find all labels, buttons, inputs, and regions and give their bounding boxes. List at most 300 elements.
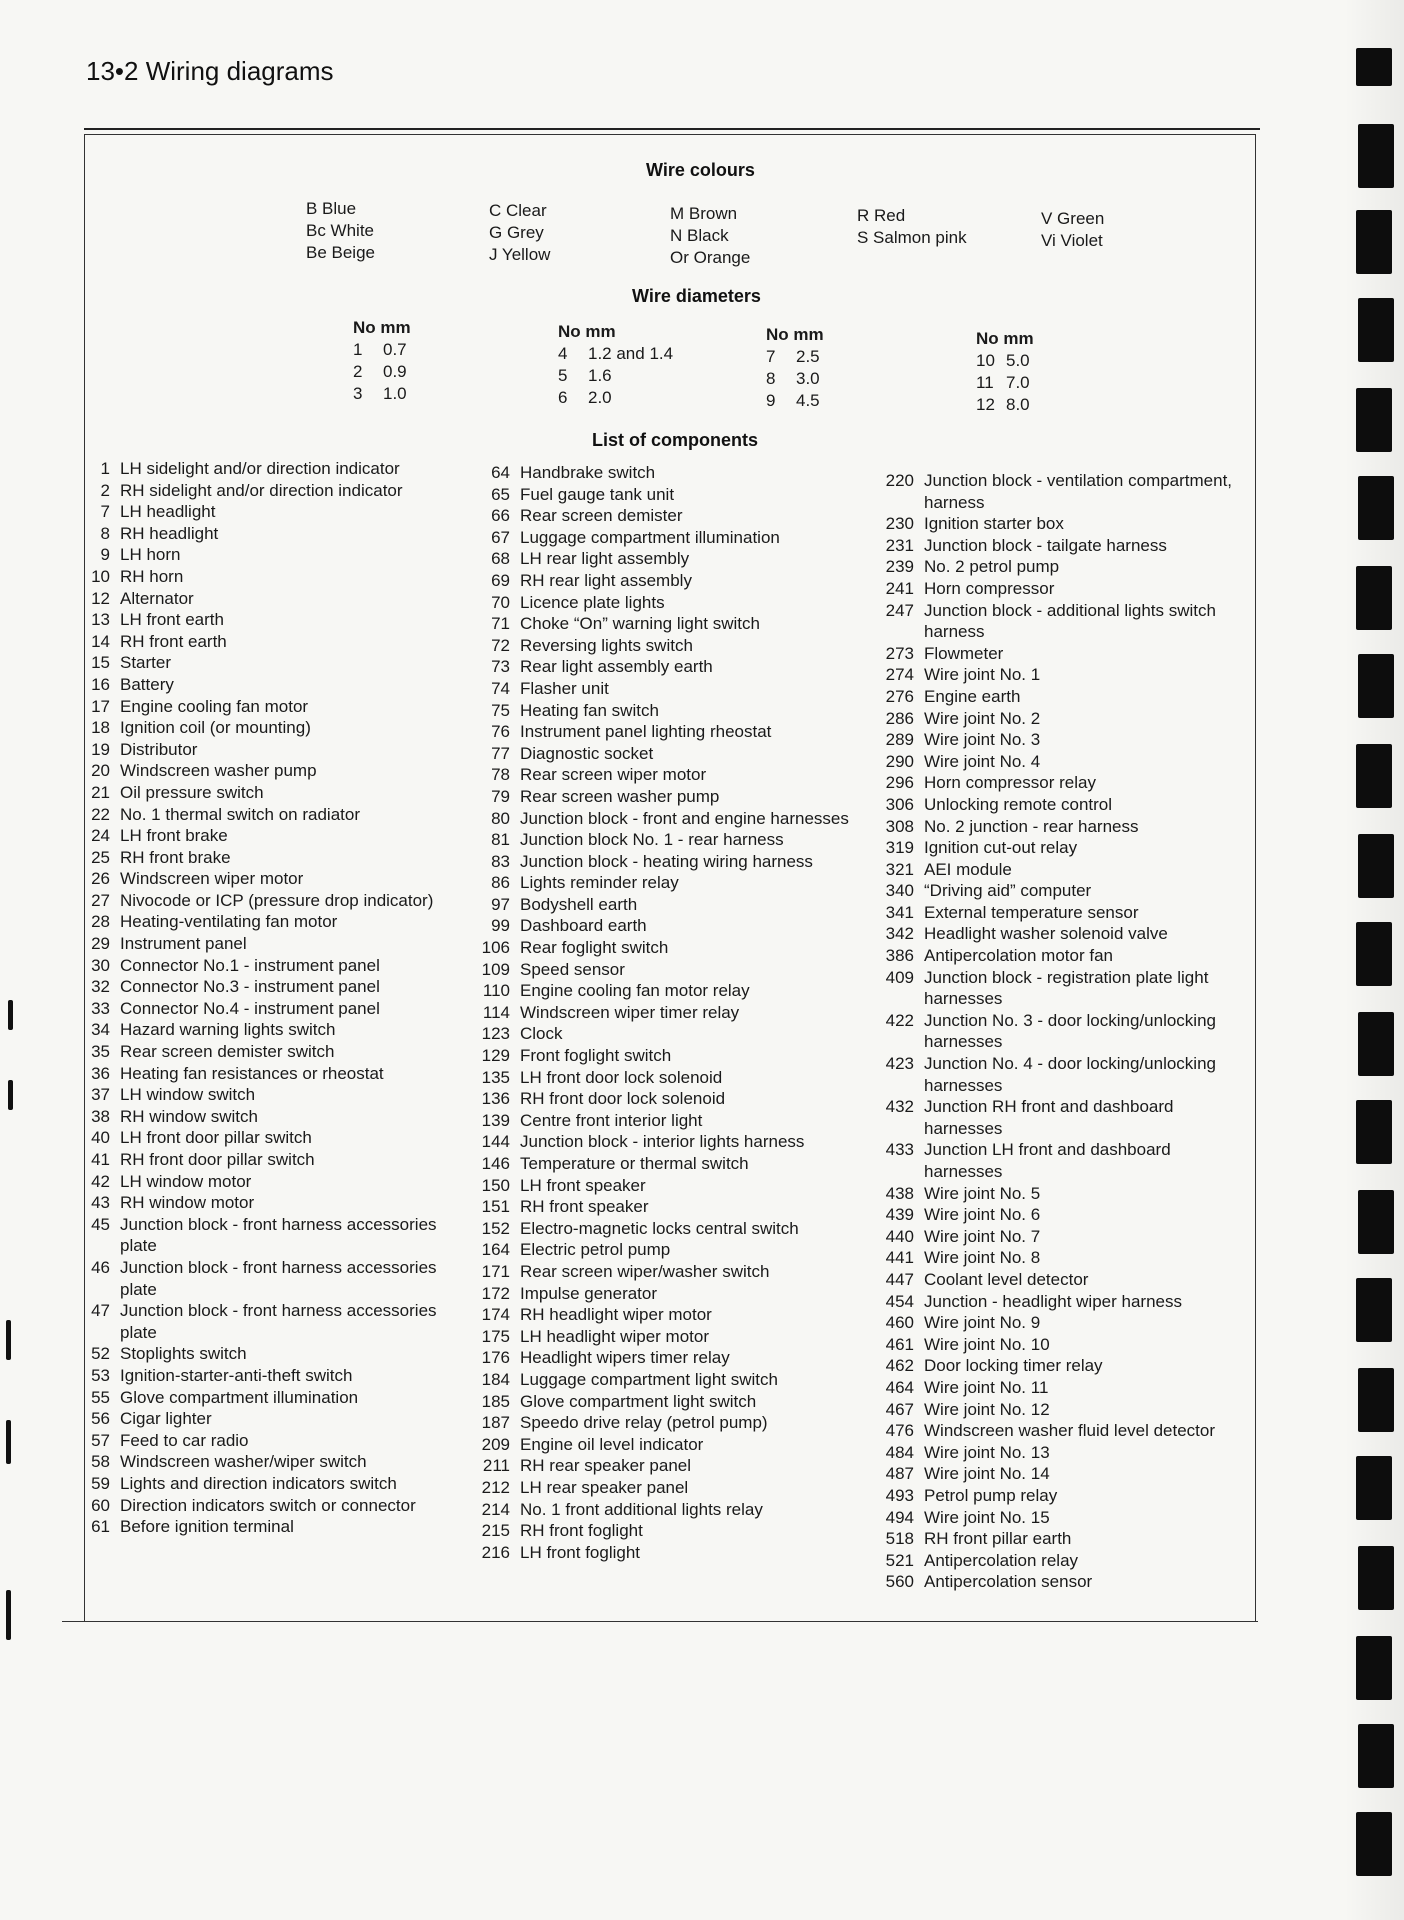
component-item <box>72 1495 472 1517</box>
component-description: Windscreen washer/wiper switch <box>120 1452 367 1472</box>
component-description: Alternator <box>120 588 194 608</box>
component-number: 476 <box>885 1421 914 1441</box>
component-number: 518 <box>885 1529 914 1549</box>
wire-colour-entry: Be Beige <box>306 243 375 262</box>
component-number: 215 <box>481 1521 510 1541</box>
component-item <box>466 1131 866 1153</box>
component-number: 135 <box>481 1067 510 1087</box>
component-description: Antipercolation sensor <box>924 1572 1093 1592</box>
component-description: Lights and direction indicators switch <box>120 1473 397 1493</box>
component-description: Wire joint No. 12 <box>924 1399 1050 1419</box>
diameter-mm: 1.0 <box>383 384 407 403</box>
wire-colours-column <box>489 200 550 266</box>
component-description: Engine cooling fan motor relay <box>520 981 750 1001</box>
component-number: 216 <box>481 1542 510 1562</box>
component-number: 139 <box>481 1110 510 1130</box>
component-number: 187 <box>481 1413 510 1433</box>
component-item <box>868 708 1240 730</box>
diameter-mm: 8.0 <box>1006 395 1030 414</box>
component-item <box>868 1247 1240 1269</box>
components-column-3 <box>868 470 1240 1593</box>
component-description: Rear screen washer pump <box>520 786 720 806</box>
component-number: 12 <box>91 588 110 608</box>
component-number: 18 <box>91 718 110 738</box>
component-number: 55 <box>91 1387 110 1407</box>
component-item <box>868 816 1240 838</box>
component-description: Stoplights switch <box>120 1344 247 1364</box>
component-number: 75 <box>491 700 510 720</box>
component-item <box>466 1283 866 1305</box>
header-rule <box>84 128 1260 130</box>
component-item <box>868 1010 1240 1053</box>
component-item <box>868 880 1240 902</box>
component-description: Flasher unit <box>520 678 609 698</box>
component-description: Junction No. 3 - door locking/unlocking harnesses <box>924 1010 1216 1052</box>
diameter-row <box>976 394 1034 416</box>
component-description: Handbrake switch <box>520 463 656 482</box>
component-number: 30 <box>91 955 110 975</box>
wire-colours-title: Wire colours <box>646 160 755 180</box>
component-item <box>72 1084 472 1106</box>
wire-diameters-column <box>766 324 824 412</box>
component-item <box>466 1023 866 1045</box>
diameter-no: 11 <box>976 373 994 392</box>
component-number: 29 <box>91 934 110 954</box>
diameter-row <box>558 365 673 387</box>
component-description: Wire joint No. 4 <box>924 751 1041 771</box>
component-description: Heating fan resistances or rheostat <box>120 1063 384 1083</box>
component-description: Wire joint No. 10 <box>924 1334 1050 1354</box>
component-item <box>72 631 472 653</box>
diameter-row <box>976 372 1034 394</box>
component-item <box>466 570 866 592</box>
component-description: LH front speaker <box>520 1175 646 1195</box>
component-description: Junction RH front and dashboard harnesses <box>924 1097 1174 1138</box>
component-item <box>868 1399 1240 1421</box>
binder-hole-mark <box>8 1000 13 1030</box>
component-description: Reversing lights switch <box>520 635 693 655</box>
component-description: Petrol pump relay <box>924 1485 1058 1505</box>
diameter-mm: 1.2 and 1.4 <box>588 344 674 363</box>
component-item <box>466 592 866 614</box>
component-number: 69 <box>491 570 510 590</box>
component-description: Heating-ventilating fan motor <box>120 912 338 932</box>
component-number: 26 <box>91 869 110 889</box>
diameter-no: 9 <box>766 391 776 410</box>
component-number: 68 <box>491 549 510 569</box>
component-item <box>868 772 1240 794</box>
wire-colour-entry: G Grey <box>489 223 544 242</box>
component-item <box>72 1019 472 1041</box>
component-item <box>868 664 1240 686</box>
component-item <box>72 1041 472 1063</box>
diameter-header-mm: mm <box>1003 329 1034 348</box>
component-description: No. 1 thermal switch on radiator <box>120 804 360 824</box>
diameter-row <box>353 361 411 383</box>
component-item <box>868 1442 1240 1464</box>
component-description: Ignition starter box <box>924 514 1064 534</box>
component-description: LH front brake <box>120 826 228 846</box>
component-item <box>868 470 1240 513</box>
component-number: 342 <box>885 924 914 944</box>
wire-diameters-column <box>558 321 673 409</box>
component-number: 341 <box>885 902 914 922</box>
component-number: 27 <box>91 890 110 910</box>
component-item <box>868 1312 1240 1334</box>
page-title: 13•2 Wiring diagrams <box>86 56 334 86</box>
component-item <box>466 1347 866 1369</box>
component-description: RH front brake <box>120 847 231 867</box>
component-item <box>868 600 1240 643</box>
component-number: 77 <box>491 743 510 763</box>
component-number: 129 <box>481 1046 510 1066</box>
component-description: Licence plate lights <box>520 592 665 612</box>
component-item <box>466 851 866 873</box>
component-item <box>72 501 472 523</box>
component-number: 61 <box>91 1517 110 1537</box>
component-description: Headlight wipers timer relay <box>520 1348 730 1368</box>
component-item <box>72 868 472 890</box>
component-number: 230 <box>885 514 914 534</box>
page-edge <box>1344 0 1404 1920</box>
wire-colour-entry: B Blue <box>306 199 357 218</box>
component-description: Wire joint No. 1 <box>924 665 1041 685</box>
component-number: 19 <box>91 739 110 759</box>
component-description: No. 2 petrol pump <box>924 557 1060 577</box>
component-item <box>868 923 1240 945</box>
wire-colours-column <box>1041 208 1104 252</box>
component-item <box>466 1520 866 1542</box>
wire-colour-entry: R Red <box>857 206 906 225</box>
component-number: 47 <box>91 1301 110 1321</box>
component-number: 560 <box>885 1572 914 1592</box>
component-item <box>466 1110 866 1132</box>
component-description: Junction block No. 1 - rear harness <box>520 830 784 850</box>
component-number: 184 <box>481 1369 510 1389</box>
diameter-mm: 2.5 <box>796 347 820 366</box>
component-item <box>72 696 472 718</box>
component-description: RH front pillar earth <box>924 1529 1072 1549</box>
component-item <box>868 1096 1240 1139</box>
diameter-header-mm: mm <box>380 318 411 337</box>
component-item <box>72 825 472 847</box>
component-description: Centre front interior light <box>520 1110 703 1130</box>
component-description: Speedo drive relay (petrol pump) <box>520 1413 768 1433</box>
component-number: 174 <box>481 1305 510 1325</box>
component-item <box>72 544 472 566</box>
component-number: 9 <box>100 545 110 565</box>
component-number: 146 <box>481 1154 510 1173</box>
component-number: 432 <box>885 1097 914 1117</box>
diameter-no: 1 <box>353 340 363 359</box>
component-description: AEI module <box>924 859 1012 879</box>
component-description: Cigar lighter <box>120 1409 212 1429</box>
component-number: 440 <box>885 1226 914 1246</box>
component-item <box>868 859 1240 881</box>
component-item <box>72 1387 472 1409</box>
component-number: 460 <box>885 1313 914 1333</box>
component-item <box>466 1391 866 1413</box>
component-number: 52 <box>91 1344 110 1364</box>
component-description: Junction block - ventilation compartment, harness <box>924 471 1233 512</box>
component-item <box>72 1516 472 1538</box>
component-number: 438 <box>885 1183 914 1203</box>
components-column-1 <box>72 458 472 1538</box>
component-description: Impulse generator <box>520 1283 658 1303</box>
component-description: Glove compartment illumination <box>120 1387 359 1407</box>
component-item <box>466 656 866 678</box>
component-number: 73 <box>491 657 510 677</box>
component-description: Connector No.3 - instrument panel <box>120 977 380 997</box>
component-item <box>868 751 1240 773</box>
component-description: Connector No.4 - instrument panel <box>120 998 380 1018</box>
component-description: Lights reminder relay <box>520 873 679 893</box>
binder-hole-mark <box>6 1420 11 1464</box>
component-number: 71 <box>491 614 510 634</box>
component-description: Glove compartment light switch <box>520 1391 757 1411</box>
diameter-no: 7 <box>766 347 776 366</box>
binder-hole-mark <box>6 1320 11 1360</box>
component-number: 46 <box>91 1257 110 1277</box>
component-description: Junction No. 4 - door locking/unlocking harnesses <box>924 1054 1216 1095</box>
component-item <box>868 1463 1240 1485</box>
wire-colour-entry: Vi Violet <box>1041 231 1103 250</box>
component-item <box>466 548 866 570</box>
component-number: 67 <box>491 527 510 547</box>
component-description: Engine earth <box>924 686 1021 706</box>
component-number: 386 <box>885 946 914 966</box>
component-item <box>868 535 1240 557</box>
diameter-mm: 2.0 <box>588 388 612 407</box>
binder-hole-mark <box>6 1590 11 1640</box>
component-number: 64 <box>491 463 510 482</box>
component-item <box>72 1171 472 1193</box>
component-item <box>868 1420 1240 1442</box>
wire-colours-column <box>857 205 967 249</box>
component-item <box>868 513 1240 535</box>
component-item <box>466 1477 866 1499</box>
diameter-row <box>558 387 673 409</box>
component-description: Flowmeter <box>924 643 1004 663</box>
component-item <box>72 652 472 674</box>
component-description: Hazard warning lights switch <box>120 1020 336 1040</box>
diameter-mm: 3.0 <box>796 369 820 388</box>
component-description: Oil pressure switch <box>120 782 264 802</box>
component-number: 33 <box>91 998 110 1018</box>
diameter-mm: 1.6 <box>588 366 612 385</box>
component-number: 41 <box>91 1150 110 1169</box>
component-description: Bodyshell earth <box>520 894 638 914</box>
component-description: Temperature or thermal switch <box>520 1154 749 1173</box>
component-item <box>466 980 866 1002</box>
component-number: 209 <box>481 1434 510 1454</box>
component-number: 43 <box>91 1193 110 1213</box>
component-description: RH sidelight and/or direction indicator <box>120 480 403 500</box>
component-description: Junction block - front harness accessories plate <box>120 1301 437 1342</box>
component-number: 28 <box>91 912 110 932</box>
component-description: LH rear light assembly <box>520 549 690 569</box>
component-description: Windscreen washer fluid level detector <box>924 1421 1216 1441</box>
component-number: 422 <box>885 1010 914 1030</box>
component-number: 276 <box>885 686 914 706</box>
component-item <box>72 674 472 696</box>
component-description: Dashboard earth <box>520 916 647 936</box>
component-number: 319 <box>885 838 914 858</box>
component-item <box>466 1088 866 1110</box>
component-number: 211 <box>482 1456 510 1476</box>
component-number: 14 <box>91 631 110 651</box>
component-number: 109 <box>481 959 510 979</box>
component-description: RH headlight wiper motor <box>520 1305 712 1325</box>
component-item <box>72 1257 472 1300</box>
component-description: Ignition cut-out relay <box>924 838 1078 858</box>
component-item <box>72 1214 472 1257</box>
component-item <box>72 609 472 631</box>
component-item <box>868 578 1240 600</box>
component-number: 24 <box>91 826 110 846</box>
component-description: Before ignition terminal <box>120 1517 294 1537</box>
component-description: Connector No.1 - instrument panel <box>120 955 380 975</box>
component-number: 321 <box>885 859 914 879</box>
diameter-row <box>558 343 673 365</box>
component-item <box>72 976 472 998</box>
components-column-2 <box>466 462 866 1563</box>
component-number: 65 <box>491 484 510 504</box>
component-number: 78 <box>491 765 510 785</box>
component-description: Distributor <box>120 739 198 759</box>
diameter-row <box>353 383 411 405</box>
component-item <box>868 1571 1240 1593</box>
component-item <box>72 911 472 933</box>
component-item <box>466 894 866 916</box>
component-item <box>466 764 866 786</box>
component-number: 1 <box>100 459 110 478</box>
component-item <box>466 1369 866 1391</box>
diameter-mm: 5.0 <box>1006 351 1030 370</box>
component-number: 13 <box>91 610 110 630</box>
component-number: 86 <box>491 873 510 893</box>
component-description: Wire joint No. 11 <box>924 1377 1049 1397</box>
component-description: Luggage compartment light switch <box>520 1369 778 1389</box>
component-item <box>868 1183 1240 1205</box>
component-item <box>868 1507 1240 1529</box>
component-number: 72 <box>491 635 510 655</box>
component-description: Junction block - heating wiring harness <box>520 851 813 871</box>
wire-colour-entry: Or Orange <box>670 248 751 267</box>
component-number: 462 <box>885 1356 914 1376</box>
wire-colours-column <box>670 203 750 269</box>
component-description: Antipercolation motor fan <box>924 946 1113 966</box>
component-description: LH headlight wiper motor <box>520 1326 709 1346</box>
component-number: 461 <box>885 1334 914 1354</box>
component-number: 214 <box>481 1499 510 1519</box>
diameter-no: 3 <box>353 384 363 403</box>
component-description: Coolant level detector <box>924 1269 1089 1289</box>
component-number: 16 <box>91 674 110 694</box>
component-description: “Driving aid” computer <box>924 881 1092 901</box>
component-number: 176 <box>481 1348 510 1368</box>
component-item <box>466 829 866 851</box>
component-item <box>466 1218 866 1240</box>
component-description: RH window switch <box>120 1106 258 1126</box>
component-number: 171 <box>481 1261 510 1281</box>
component-item <box>72 1106 472 1128</box>
component-item <box>868 1291 1240 1313</box>
component-number: 106 <box>481 938 510 958</box>
component-number: 306 <box>885 794 914 814</box>
component-item <box>868 945 1240 967</box>
component-item <box>466 1304 866 1326</box>
component-number: 22 <box>91 804 110 824</box>
component-number: 439 <box>885 1205 914 1225</box>
component-number: 447 <box>885 1269 914 1289</box>
component-number: 164 <box>481 1240 510 1260</box>
component-description: RH front door lock solenoid <box>520 1089 726 1109</box>
component-item <box>466 721 866 743</box>
component-description: RH headlight <box>120 523 219 543</box>
component-description: Rear foglight switch <box>520 938 669 958</box>
component-item <box>868 1528 1240 1550</box>
component-description: Unlocking remote control <box>924 794 1113 814</box>
diameter-no: 12 <box>976 395 995 414</box>
component-description: Horn compressor relay <box>924 773 1096 793</box>
component-item <box>868 1139 1240 1182</box>
component-number: 60 <box>91 1495 110 1515</box>
component-description: Rear screen demister switch <box>120 1042 335 1062</box>
component-item <box>466 786 866 808</box>
component-item <box>72 1430 472 1452</box>
diameter-mm: 0.9 <box>383 362 407 381</box>
wire-colour-entry: J Yellow <box>489 245 551 264</box>
component-description: Junction block - interior lights harness <box>520 1132 805 1152</box>
wire-colour-entry: M Brown <box>670 204 738 223</box>
component-item <box>72 1300 472 1343</box>
component-number: 35 <box>91 1042 110 1062</box>
component-description: Junction block - additional lights switch harness <box>924 600 1216 642</box>
component-description: Junction block - front harness accessories plate <box>120 1257 437 1299</box>
component-description: RH window motor <box>120 1193 255 1213</box>
component-item <box>868 1269 1240 1291</box>
component-item <box>868 1226 1240 1248</box>
diameter-row <box>766 346 824 368</box>
component-item <box>868 686 1240 708</box>
component-description: RH front foglight <box>520 1521 643 1541</box>
diameter-header-mm: mm <box>793 325 824 344</box>
component-number: 58 <box>91 1452 110 1472</box>
diameter-no: 2 <box>353 362 363 381</box>
component-number: 423 <box>885 1054 914 1074</box>
component-item <box>72 1127 472 1149</box>
component-description: Rear screen wiper/washer switch <box>520 1261 770 1281</box>
component-number: 212 <box>481 1477 510 1497</box>
component-number: 231 <box>885 535 914 555</box>
component-number: 59 <box>91 1473 110 1493</box>
component-item <box>72 458 472 480</box>
component-item <box>72 1365 472 1387</box>
wire-colour-entry: V Green <box>1041 209 1105 228</box>
component-description: LH rear speaker panel <box>520 1477 689 1497</box>
component-number: 290 <box>885 751 914 771</box>
component-number: 441 <box>885 1248 914 1268</box>
component-number: 487 <box>885 1464 914 1484</box>
component-item <box>466 1067 866 1089</box>
bottom-rule <box>62 1621 1258 1622</box>
component-description: Wire joint No. 9 <box>924 1313 1041 1333</box>
component-description: Wire joint No. 15 <box>924 1507 1050 1527</box>
component-description: External temperature sensor <box>924 902 1139 922</box>
component-description: Clock <box>520 1024 563 1044</box>
component-description: Rear screen wiper motor <box>520 765 707 785</box>
